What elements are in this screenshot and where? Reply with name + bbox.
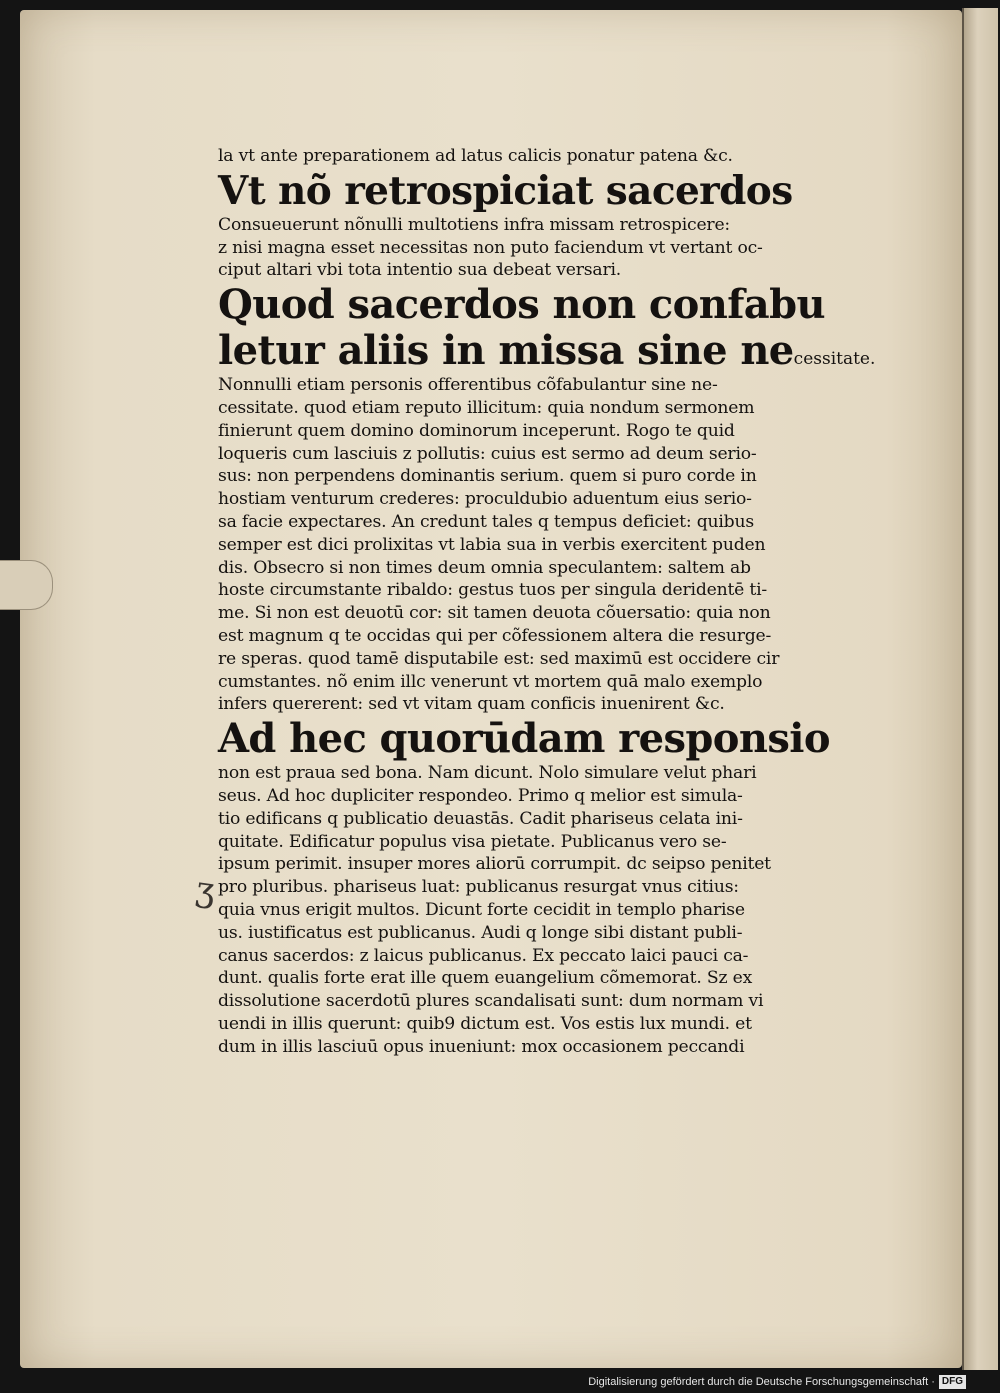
text-line: cumstantes. nõ enim illc venerunt vt mortem quā malo exemplo — [218, 671, 763, 692]
text-line: quia vnus erigit multos. Dicunt forte cecidit in templo pharise — [218, 899, 745, 920]
heading-retrospiciat: Vt nõ retrospiciat sacerdos — [218, 167, 793, 214]
text-line: Nonnulli etiam personis offerentibus cõfabulantur sine ne- — [218, 375, 718, 396]
text-line: loqueris cum lasciuis z pollutis: cuius est sermo ad deum serio- — [218, 443, 757, 464]
paragraph-confabuletur — [218, 374, 850, 716]
text-line: re speras. quod tamē disputabile est: sed maximū est occidere cir — [218, 648, 780, 669]
heading-confabuletur-1: Quod sacerdos non confabu — [218, 281, 825, 329]
heading-confabuletur-2 — [218, 327, 876, 375]
text-line: quitate. Edificatur populus visa pietate. Publicanus vero se- — [218, 831, 727, 852]
text-line: infers quererent: sed vt vitam quam conficis inuenirent &c. — [218, 694, 725, 715]
heading-confabuletur-2-tail: cessitate. — [793, 349, 876, 370]
text-line: z nisi magna esset necessitas non puto faciendum vt vertant oc- — [218, 237, 763, 258]
text-line: canus sacerdos: z laicus publicanus. Ex peccato laici pauci ca- — [218, 945, 749, 966]
text-line: hoste circumstante ribaldo: gestus tuos per singula deridentē ti- — [218, 580, 768, 601]
text-line: hostiam venturum crederes: proculdubio aduentum eius serio- — [218, 489, 752, 510]
text-line: finierunt quem domino dominorum inceperunt. Rogo te quid — [218, 420, 735, 441]
text-line: sus: non perpendens dominantis serium. quem si puro corde in — [218, 466, 757, 487]
dfg-logo: DFG — [939, 1375, 966, 1389]
text-line: semper est dici prolixitas vt labia sua in verbis exercitent puden — [218, 534, 766, 555]
text-line: dissolutione sacerdotū plures scandalisati sunt: dum normam vi — [218, 991, 764, 1012]
heading-confabuletur-2-main: letur aliis in missa sine ne — [218, 327, 794, 375]
text-line: cessitate. quod etiam reputo illicitum: quia nondum sermonem — [218, 397, 755, 418]
text-line: me. Si non est deuotū cor: sit tamen deuota cõuersatio: quia non — [218, 603, 771, 624]
text-line: est magnum q te occidas qui per cõfessionem altera die resurge- — [218, 625, 772, 646]
paragraph-responsio — [218, 762, 850, 1058]
text-line: non est praua sed bona. Nam dicunt. Nolo simulare velut phari — [218, 763, 757, 784]
text-block — [218, 145, 876, 1059]
text-line: seus. Ad hoc dupliciter respondeo. Primo q melior est simula- — [218, 785, 743, 806]
credit-text: Digitalisierung gefördert durch die Deutsche Forschungsgemeinschaft · — [588, 1376, 935, 1388]
page-tab-marker — [0, 560, 53, 610]
text-line: dunt. qualis forte erat ille quem euangelium cõmemorat. Sz ex — [218, 968, 753, 989]
text-line: la vt ante preparationem ad latus calicis ponatur patena &c. — [218, 146, 733, 166]
heading-responsio: Ad hec quorūdam responsio — [218, 715, 830, 763]
text-line: uendi in illis querunt: quib9 dictum est. Vos estis lux mundi. et — [218, 1013, 752, 1034]
text-line: sa facie expectares. An credunt tales q tempus deficiet: quibus — [218, 511, 754, 532]
digitization-credit — [588, 1373, 966, 1391]
text-line: ciput altari vbi tota intentio sua debeat versari. — [218, 260, 622, 281]
adjacent-page-edge — [962, 8, 998, 1370]
margin-handwritten-mark: ʒ — [193, 868, 218, 912]
text-line: dum in illis lasciuū opus inueniunt: mox occasionem peccandi — [218, 1036, 745, 1057]
intro-lines — [218, 145, 850, 168]
text-line: dis. Obsecro si non times deum omnia speculantem: saltem ab — [218, 557, 751, 578]
text-line: ipsum perimit. insuper mores aliorū corrumpit. dc seipso penitet — [218, 854, 771, 875]
text-line: Consueuerunt nõnulli multotiens infra missam retrospicere: — [218, 214, 731, 235]
text-line: pro pluribus. phariseus luat: publicanus resurgat vnus citius: — [218, 877, 739, 898]
paragraph-retrospiciat — [218, 214, 850, 282]
text-line: us. iustificatus est publicanus. Audi q longe sibi distant publi- — [218, 922, 743, 943]
text-line: tio edificans q publicatio deuastās. Cadit phariseus celata ini- — [218, 808, 743, 829]
